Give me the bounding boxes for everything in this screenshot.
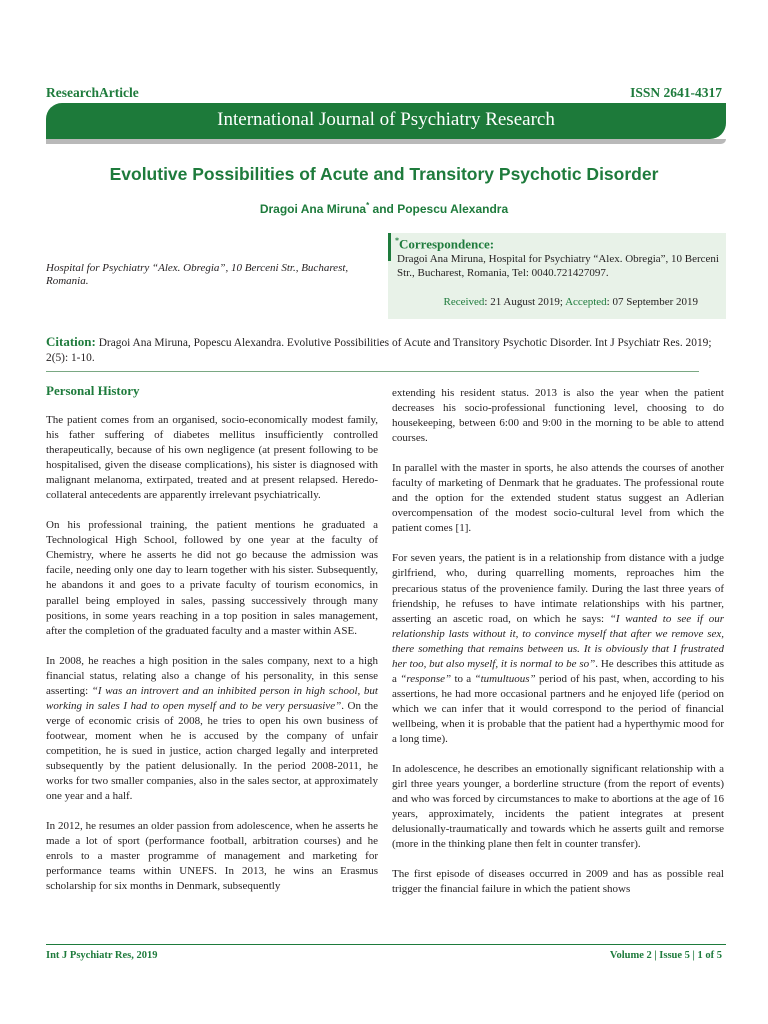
patient-quote: “I was an introvert and an inhibited person in high school, but working in sales I had to open myself and to be very persuasive” <box>46 684 378 712</box>
author-line <box>0 201 768 216</box>
correspondence-accent-bar <box>388 233 391 261</box>
citation <box>46 334 726 366</box>
paragraph <box>46 654 378 804</box>
correspondence-heading-text: Correspondence: <box>399 236 495 252</box>
paragraph <box>392 551 724 747</box>
paragraph-text: . On the verge of economic crisis of 2008, he tries to open his own business of footwear, moment when he is accused by the company of unfair competition, he is sued in justice, action charged legally and interpreted subsequently by the patient delusionally. In the period 2008-2011, he works for two smaller companies, also in the sales sector, at approximately one year and a half. <box>46 699 378 803</box>
paragraph-text: . He describes this attitude as a <box>392 657 724 685</box>
footer-pagination: Volume 2 | Issue 5 | 1 of 5 <box>609 950 722 961</box>
citation-text: Dragoi Ana Miruna, Popescu Alexandra. Evolutive Possibilities of Acute and Transitory Psychotic Disorder. Int J Psychiatr Res. 2019; 2(5): 1-10. <box>46 337 712 364</box>
section-heading: Personal History <box>46 383 140 398</box>
body-column-left <box>46 383 378 909</box>
paragraph-text: For seven years, the patient is in a relationship from distance with a judge girlfriend, who, during quarrelling moments, reproaches him the precarious status of the provenience family. During the last three years of friendship, he refuses to have intimate relationships with his partner, asserting an ascetic road, on which he says: <box>392 552 724 625</box>
accepted-date: : 07 September 2019 <box>606 296 698 308</box>
citation-label: Citation: <box>46 334 96 349</box>
paragraph-text: to a <box>451 672 475 685</box>
correspondence-box <box>388 233 726 319</box>
paragraph: In parallel with the master in sports, he also attends the courses of another faculty of marketing of Denmark that he graduates. The professional route and the option for the extended student status suggest an Adlerian overcompensation of the modest socio-cultural level from which the patient comes [1]. <box>392 462 724 535</box>
footer-divider <box>46 944 726 945</box>
received-label: Received <box>443 296 485 308</box>
paragraph: The patient comes from an organised, socio-economically modest family, his father suffering of diabetes mellitus insufficiently controlled therapeutically, because of his own negligence (at present following to be hospitalised, given the disease complications), his sister is diagnosed with malignant melanoma, extirpated, treated and at present relapsed. Heredo-collateral antecedents are apparently irrelevant psychiatrically. <box>46 414 378 502</box>
affiliation: Hospital for Psychiatry “Alex. Obregia”, 10 Berceni Str., Bucharest, Romania. <box>46 262 349 287</box>
journal-title: International Journal of Psychiatry Research <box>217 109 555 130</box>
banner-shadow <box>46 139 726 144</box>
paragraph: The first episode of diseases occurred in 2009 and has as possible real trigger the financial failure in which the patient shows <box>392 868 724 896</box>
article-type-label: ResearchArticle <box>46 85 139 100</box>
paragraph: In 2012, he resumes an older passion from adolescence, when he asserts he made a lot of sport (performance football, arbitration courses) and he enrols to a master programme of management and marketing for performance teams within UNEFS. In 2013, he wins an Erasmus scholarship for six months in Denmark, subsequently <box>46 820 378 893</box>
author-name: Popescu Alexandra <box>397 202 509 216</box>
section-divider <box>46 371 699 372</box>
correspondence-heading <box>395 236 494 252</box>
quoted-word: “response” <box>400 672 452 685</box>
paragraph: extending his resident status. 2013 is also the year when the patient decreases his socio-professional functioning level, choosing to do housekeeping, between 6:00 and 9:00 in the morning to be able to attend courses. <box>392 387 724 445</box>
body-column-right <box>392 386 724 912</box>
footer-journal: Int J Psychiatr Res, 2019 <box>46 950 158 961</box>
journal-banner <box>46 103 726 139</box>
correspondence-text: Dragoi Ana Miruna, Hospital for Psychiatry “Alex. Obregia”, 10 Berceni Str., Bucharest, Romania, Tel: 0040.721427097. <box>397 253 719 279</box>
issn-label: ISSN 2641-4317 <box>630 85 722 100</box>
paragraph-text: In 2008, he reaches a high position in the sales company, next to a high financial status, relating also a change of his personality, in this sense asserting: <box>46 654 378 697</box>
patient-quote: “I wanted to see if our relationship lasts without it, to convince myself that after we remove sex, there something that remains between us. It is obviously that I frustrated her too, but also myself, it is normal to be so” <box>392 612 724 670</box>
received-date: : 21 August 2019; <box>484 296 566 308</box>
correspondence-mark: * <box>395 236 399 245</box>
author-separator: and <box>369 202 398 216</box>
accepted-label: Accepted <box>565 296 607 308</box>
article-title: Evolutive Possibilities of Acute and Transitory Psychotic Disorder <box>109 164 659 184</box>
article-dates <box>443 296 698 308</box>
paragraph: On his professional training, the patient mentions he graduated a Technological High School, followed by one year at the faculty of Chemistry, where he asserts he did not go because the admission was facile, needing only one day to learn together with his sister. Subsequently, he abandons it and goes to a private faculty of tourism economics, in parallel being employed in sales, passing successively through many positions, in some years reaching in a top position in sales management, after the completion of the graduated faculty and a master within ASE. <box>46 519 378 637</box>
author-name: Dragoi Ana Miruna <box>259 202 367 216</box>
paragraph-text: period of his past, when, according to his assertions, he had more occasional partners and he enjoyed life (period on which we can infer that it would correspond to the period of financial wellbeing, when it is probable that the patient had a hyperthymic mood for a long time). <box>392 672 724 745</box>
corresponding-mark: * <box>366 201 370 210</box>
paragraph: In adolescence, he describes an emotionally significant relationship with a girl three years younger, a borderline structure (from the report of events) and who was forced by circumstances to make to abortions at the age of 16 years, approximately, incidents the patient integrates at present delusionally-traumatically and towards which he asserts guilt and remorse (more in the thinking plane then felt in counter transfer). <box>392 763 724 851</box>
quoted-word: “tumultuous” <box>474 672 536 685</box>
